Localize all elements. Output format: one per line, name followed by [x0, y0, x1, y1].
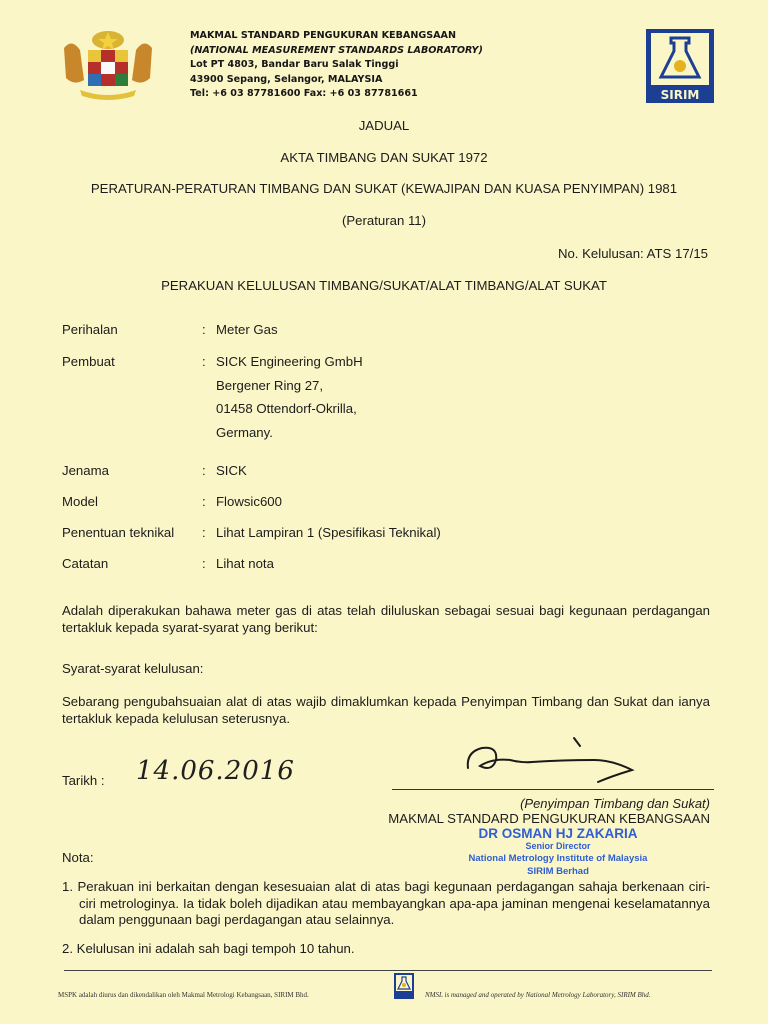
- field-value-model: Flowsic600: [216, 494, 282, 509]
- sirim-logo-text: SIRIM: [660, 88, 700, 102]
- field-colon: :: [202, 463, 206, 478]
- field-label-penentuan-teknikal: Penentuan teknikal: [62, 525, 175, 540]
- header-address-block: [190, 29, 483, 102]
- field-value-perihalan: Meter Gas: [216, 322, 278, 337]
- field-value-penentuan-teknikal: Lihat Lampiran 1 (Spesifikasi Teknikal): [216, 525, 441, 540]
- contact-line: Tel: +6 03 87781600 Fax: +6 03 87781661: [190, 88, 418, 99]
- act-title: AKTA TIMBANG DAN SUKAT 1972: [280, 150, 488, 165]
- note-item-1: 1. Perakuan ini berkaitan dengan kesesuaian alat di atas bagi kegunaan perdagangan sahaja berkenaan ciri-ciri metrologinya. Ia tidak boleh dijadikan atau membayangkan apa-apa jaminan mengenai keselamatannya dalam penggunaan bagi perdagangan atau selainnya.: [62, 879, 710, 927]
- certification-statement: Adalah diperakukan bahawa meter gas di atas telah diluluskan sebagai sesuai bagi kegunaan perdagangan tertakluk kepada syarat-syarat yang berikut:: [62, 603, 710, 635]
- handwritten-date: 14.06.2016: [136, 756, 295, 786]
- malaysia-coat-of-arms-logo: [58, 28, 158, 103]
- sirim-small-logo: [394, 973, 414, 999]
- certificate-title: PERAKUAN KELULUSAN TIMBANG/SUKAT/ALAT TIMBANG/ALAT SUKAT: [161, 278, 607, 293]
- field-value-jenama: SICK: [216, 463, 247, 478]
- footer-text-left: MSPK adalah diurus dan dikendalikan oleh Makmal Metrologi Kebangsaan, SIRIM Bhd.: [58, 991, 309, 999]
- date-label: Tarikh :: [62, 773, 105, 788]
- note-item-2: 2. Kelulusan ini adalah sah bagi tempoh 10 tahun.: [62, 941, 355, 956]
- manufacturer-street: Bergener Ring 27,: [216, 377, 324, 393]
- org-name-english: (NATIONAL MEASUREMENT STANDARDS LABORATORY): [190, 44, 483, 56]
- sirim-logo: [646, 29, 714, 103]
- stamp-name: DR OSMAN HJ ZAKARIA: [478, 826, 638, 841]
- org-name: MAKMAL STANDARD PENGUKURAN KEBANGSAAN: [190, 30, 457, 41]
- field-colon: :: [202, 556, 206, 571]
- manufacturer-city: 01458 Ottendorf-Okrilla,: [216, 401, 357, 416]
- field-label-catatan: Catatan: [62, 556, 109, 571]
- stamp-institute: National Metrology Institute of Malaysia: [468, 853, 648, 864]
- approval-number: No. Kelulusan: ATS 17/15: [557, 246, 708, 261]
- notes-heading: Nota:: [62, 850, 94, 865]
- regulation-number: (Peraturan 11): [341, 213, 427, 228]
- field-value-pembuat: [216, 350, 363, 444]
- manufacturer-country: Germany.: [216, 424, 273, 440]
- field-colon: :: [202, 525, 206, 540]
- handwritten-signature: [462, 730, 642, 788]
- field-label-pembuat: Pembuat: [62, 354, 115, 369]
- field-colon: :: [202, 322, 206, 337]
- footer-text-right: NMSL is managed and operated by National Metrology Laboratory, SIRIM Bhd.: [425, 991, 651, 999]
- manufacturer-name: SICK Engineering GmbH: [216, 354, 363, 369]
- field-label-model: Model: [62, 494, 98, 509]
- field-colon: :: [202, 494, 206, 509]
- regulation-title: PERATURAN-PERATURAN TIMBANG DAN SUKAT (KEWAJIPAN DAN KUASA PENYIMPAN) 1981: [90, 181, 678, 196]
- schedule-title: JADUAL: [358, 118, 410, 133]
- address-line-1: Lot PT 4803, Bandar Baru Salak Tinggi: [190, 59, 399, 70]
- field-label-jenama: Jenama: [62, 463, 109, 478]
- field-value-catatan: Lihat nota: [216, 556, 274, 571]
- signature-line: [392, 789, 714, 790]
- signatory-role: (Penyimpan Timbang dan Sukat): [520, 796, 710, 811]
- conditions-heading: Syarat-syarat kelulusan:: [62, 661, 204, 676]
- conditions-text: Sebarang pengubahsuaian alat di atas wajib dimaklumkan kepada Penyimpan Timbang dan Sukat dan ianya tertakluk kepada kelulusan seterusnya.: [62, 694, 710, 726]
- address-line-2: 43900 Sepang, Selangor, MALAYSIA: [190, 73, 383, 85]
- field-label-perihalan: Perihalan: [62, 322, 118, 337]
- field-colon: :: [202, 354, 206, 369]
- stamp-title: Senior Director: [525, 841, 591, 851]
- stamp-company: SIRIM Berhad: [527, 866, 589, 877]
- footer-divider: [64, 970, 712, 971]
- signatory-organization: MAKMAL STANDARD PENGUKURAN KEBANGSAAN: [388, 811, 710, 826]
